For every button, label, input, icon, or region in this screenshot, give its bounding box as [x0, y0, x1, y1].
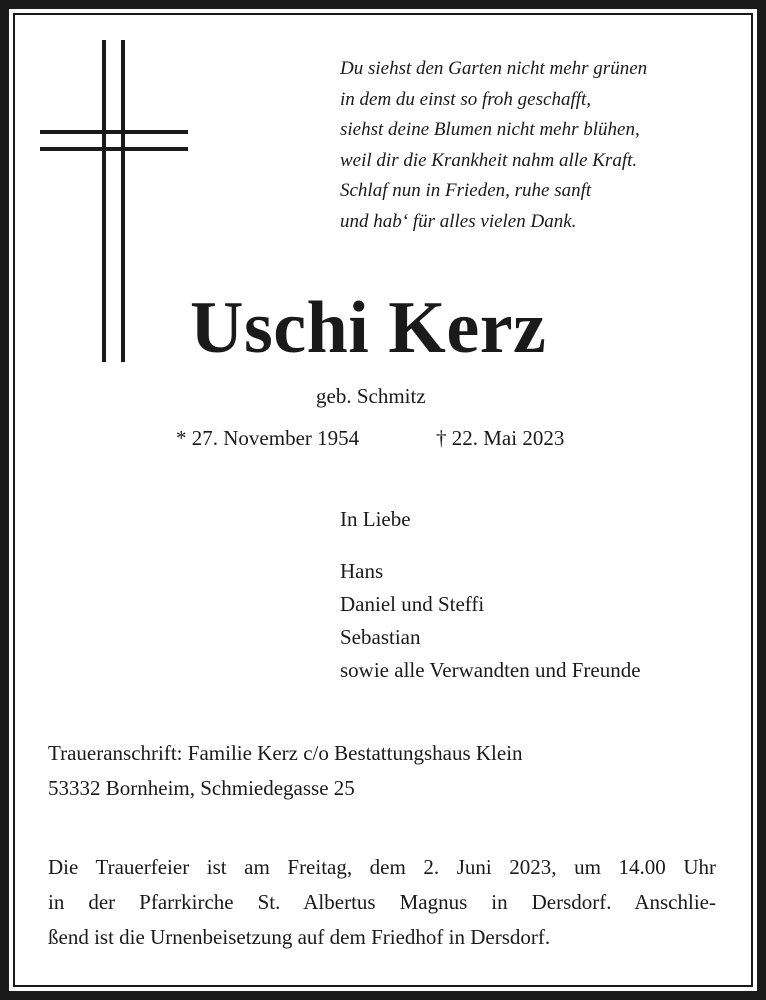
- mourners-list: [340, 555, 641, 687]
- poem-line: Schlaf nun in Frieden, ruhe sanft: [340, 180, 592, 201]
- death-date: † 22. Mai 2023: [436, 426, 565, 450]
- mourner-name: Sebastian: [340, 625, 421, 649]
- mourners-intro: In Liebe: [340, 507, 411, 531]
- funeral-line: in der Pfarrkirche St. Albertus Magnus in Dersdorf. Anschlie-: [48, 890, 716, 914]
- mourner-name: Daniel und Steffi: [340, 592, 485, 616]
- mourner-name: sowie alle Verwandten und Freunde: [340, 658, 641, 682]
- mourning-address: [48, 736, 523, 806]
- poem-line: und hab‘ für alles vielen Dank.: [340, 210, 577, 232]
- maiden-name: geb. Schmitz: [316, 384, 426, 408]
- mourner-name: Hans: [340, 559, 384, 583]
- funeral-line: ßend ist die Urnenbeisetzung auf dem Friedhof in Dersdorf.: [48, 925, 551, 949]
- deceased-name: Uschi Kerz: [190, 287, 547, 369]
- address-line: 53332 Bornheim, Schmiedegasse 25: [48, 776, 355, 800]
- poem-line: siehst deine Blumen nicht mehr blühen,: [340, 119, 640, 140]
- funeral-notice: [48, 850, 716, 955]
- poem: [340, 54, 740, 237]
- birth-date: * 27. November 1954: [176, 426, 360, 450]
- cross-icon: [40, 40, 190, 362]
- address-line: Traueranschrift: Familie Kerz c/o Bestattungshaus Klein: [48, 741, 523, 765]
- poem-line: Du siehst den Garten nicht mehr grünen: [340, 58, 648, 79]
- poem-line: in dem du einst so froh geschafft,: [340, 88, 592, 110]
- funeral-line: Die Trauerfeier ist am Freitag, dem 2. Juni 2023, um 14.00 Uhr: [48, 855, 716, 879]
- poem-line: weil dir die Krankheit nahm alle Kraft.: [340, 149, 638, 171]
